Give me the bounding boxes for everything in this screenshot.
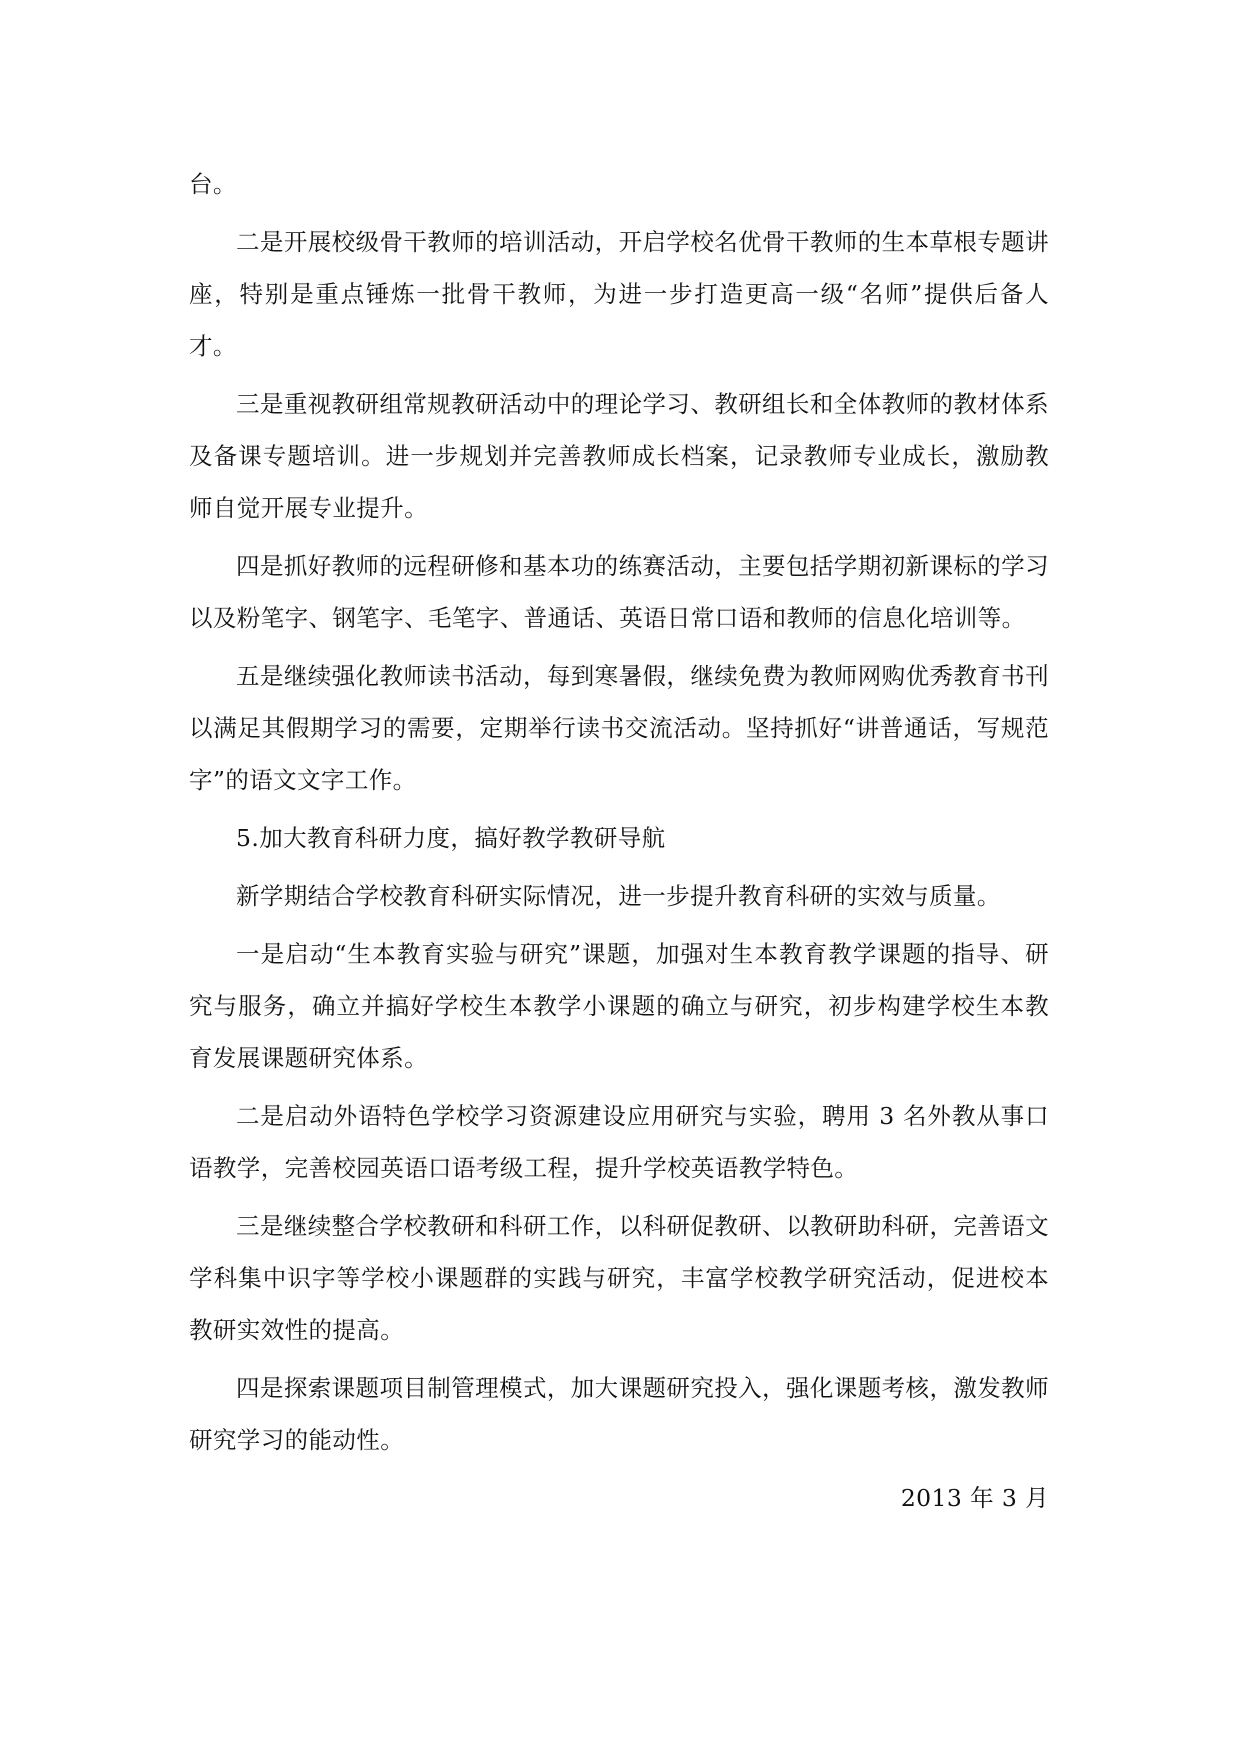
paragraph-continuation: 台。 (189, 170, 237, 198)
paragraph-research-intro: 新学期结合学校教育科研实际情况，进一步提升教育科研的实效与质量。 (236, 882, 1001, 910)
document-body (189, 158, 1049, 1472)
paragraph-teaching-research-training: 三是重视教研组常规教研活动中的理论学习、教研组长和全体教师的教材体系及备课专题培训。进一步规划并完善教师成长档案，记录教师专业成长，激励教师自觉开展专业提升。 (189, 390, 1049, 522)
paragraph-research-item-1: 一是启动“生本教育实验与研究”课题，加强对生本教育教学课题的指导、研究与服务，确立并搞好学校生本教学小课题的确立与研究，初步构建学校生本教育发展课题研究体系。 (189, 940, 1049, 1072)
paragraph-reading-activity: 五是继续强化教师读书活动，每到寒暑假，继续免费为教师网购优秀教育书刊以满足其假期学习的需要，定期举行读书交流活动。坚持抓好“讲普通话，写规范字”的语文文字工作。 (189, 662, 1049, 794)
paragraph-backbone-teacher-training: 二是开展校级骨干教师的培训活动，开启学校名优骨干教师的生本草根专题讲座，特别是重点锤炼一批骨干教师，为进一步打造更高一级“名师”提供后备人才。 (189, 228, 1049, 360)
paragraph-research-item-4: 四是探索课题项目制管理模式，加大课题研究投入，强化课题考核，激发教师研究学习的能动性。 (189, 1374, 1049, 1454)
paragraph-remote-training: 四是抓好教师的远程研修和基本功的练赛活动，主要包括学期初新课标的学习以及粉笔字、钢笔字、毛笔字、普通话、英语日常口语和教师的信息化培训等。 (189, 552, 1049, 632)
section-heading: 5.加大教育科研力度，搞好教学教研导航 (236, 824, 666, 852)
document-date: 2013 年 3 月 (900, 1484, 1049, 1512)
paragraph-research-item-3: 三是继续整合学校教研和科研工作，以科研促教研、以教研助科研，完善语文学科集中识字等学校小课题群的实践与研究，丰富学校教学研究活动，促进校本教研实效性的提高。 (189, 1212, 1049, 1344)
paragraph-research-item-2: 二是启动外语特色学校学习资源建设应用研究与实验，聘用 3 名外教从事口语教学，完善校园英语口语考级工程，提升学校英语教学特色。 (189, 1102, 1049, 1182)
